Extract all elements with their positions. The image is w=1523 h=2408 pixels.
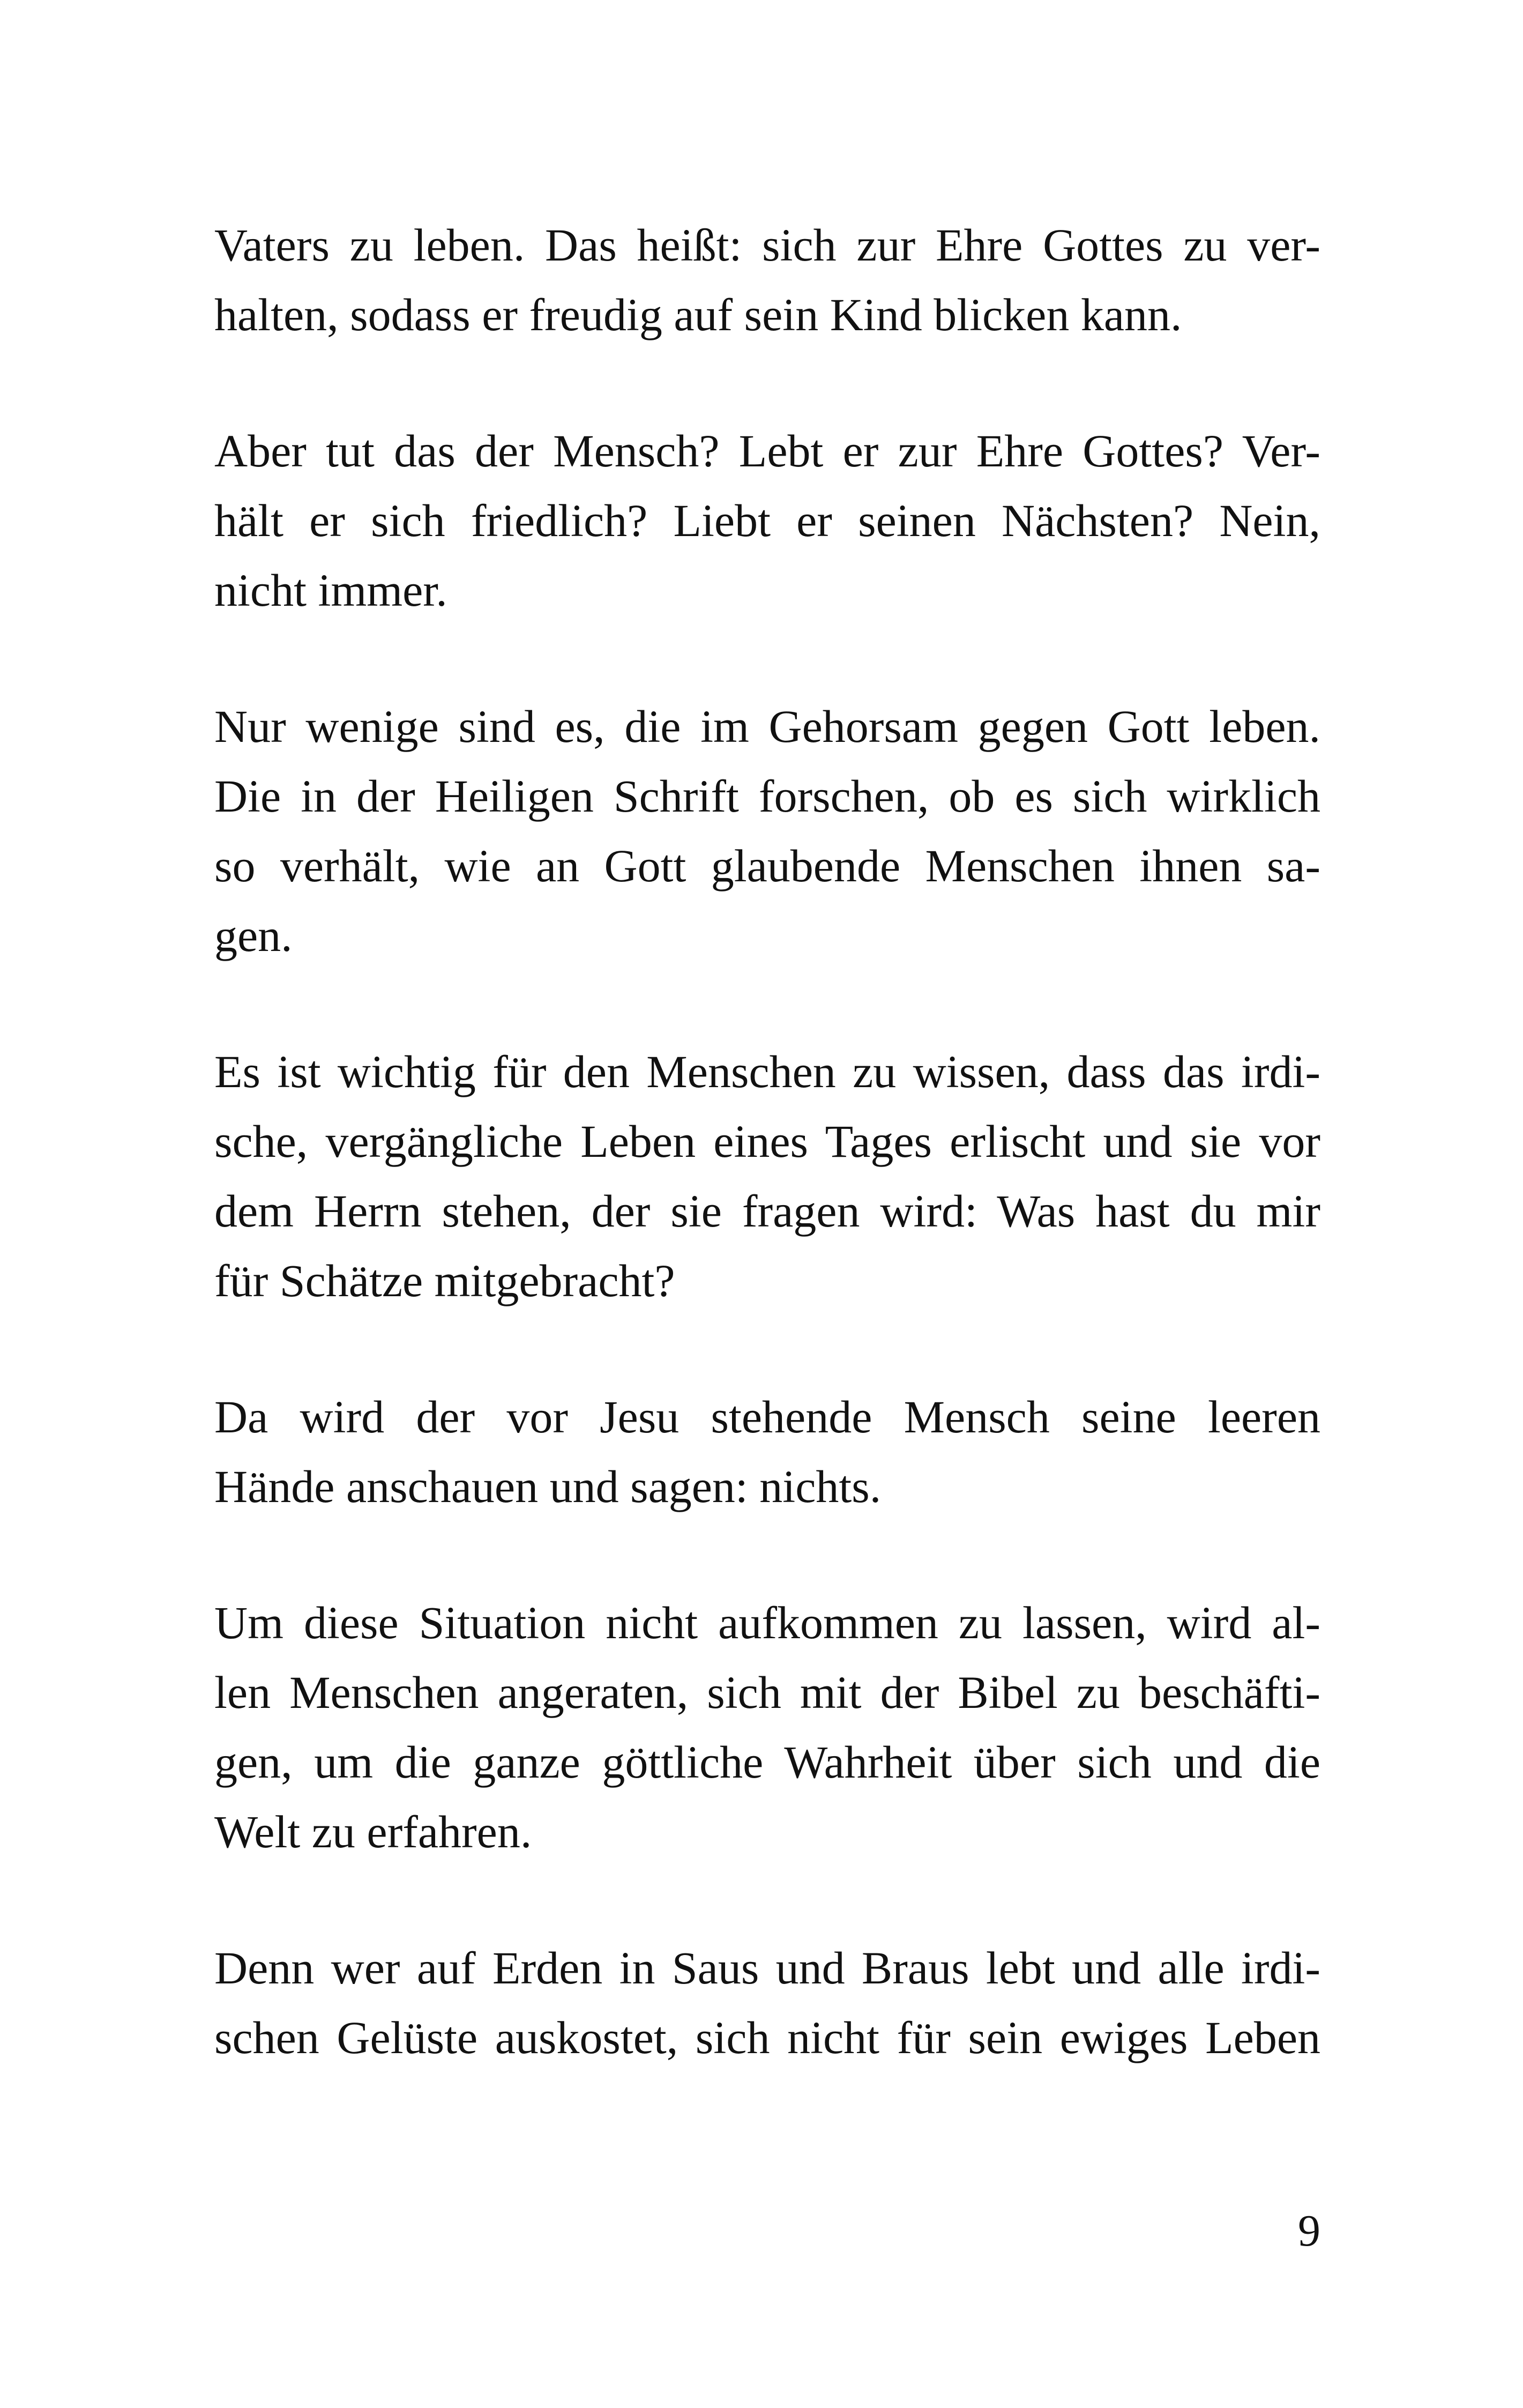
text-line: sche, vergängliche Leben eines Tages erlischt und sie vor: [214, 1116, 1320, 1167]
text-line: halten, sodass er freudig auf sein Kind blicken kann.: [214, 289, 1182, 340]
paragraph-1: [214, 210, 1320, 350]
text-line: gen.: [214, 910, 293, 961]
text-line: Nur wenige sind es, die im Gehorsam gegen Gott leben.: [214, 701, 1320, 752]
text-line: Es ist wichtig für den Menschen zu wissen, dass das irdi-: [214, 1046, 1320, 1097]
paragraph-3: [214, 692, 1320, 970]
text-line: dem Herrn stehen, der sie fragen wird: Was hast du mir: [214, 1185, 1320, 1237]
text-line: Aber tut das der Mensch? Lebt er zur Ehre Gottes? Ver-: [214, 425, 1320, 477]
text-line: Vaters zu leben. Das heißt: sich zur Ehre Gottes zu ver-: [214, 219, 1320, 271]
paragraph-4: [214, 1037, 1320, 1316]
paragraph-2: [214, 416, 1320, 625]
text-line: Welt zu erfahren.: [214, 1806, 532, 1857]
text-line: Die in der Heiligen Schrift forschen, ob es sich wirklich: [214, 770, 1320, 822]
text-line: schen Gelüste auskostet, sich nicht für sein ewiges Leben: [214, 2012, 1320, 2063]
text-line: gen, um die ganze göttliche Wahrheit über sich und die: [214, 1736, 1320, 1788]
paragraph-5: [214, 1382, 1320, 1521]
text-line: Denn wer auf Erden in Saus und Braus lebt und alle irdi-: [214, 1942, 1320, 1994]
text-line: so verhält, wie an Gott glaubende Menschen ihnen sa-: [214, 840, 1320, 891]
text-line: nicht immer.: [214, 564, 447, 616]
page-body: [214, 210, 1320, 2139]
text-line: Da wird der vor Jesu stehende Mensch seine leeren: [214, 1391, 1320, 1443]
text-line: Um diese Situation nicht aufkommen zu lassen, wird al-: [214, 1597, 1320, 1648]
paragraph-6: [214, 1588, 1320, 1867]
text-line: für Schätze mitgebracht?: [214, 1255, 675, 1306]
text-line: Hände anschauen und sagen: nichts.: [214, 1461, 882, 1512]
text-line: len Menschen angeraten, sich mit der Bibel zu beschäfti-: [214, 1667, 1320, 1718]
paragraph-7: [214, 1933, 1320, 2072]
page-number: 9: [1298, 2206, 1320, 2256]
text-line: hält er sich friedlich? Liebt er seinen Nächsten? Nein,: [214, 495, 1320, 546]
